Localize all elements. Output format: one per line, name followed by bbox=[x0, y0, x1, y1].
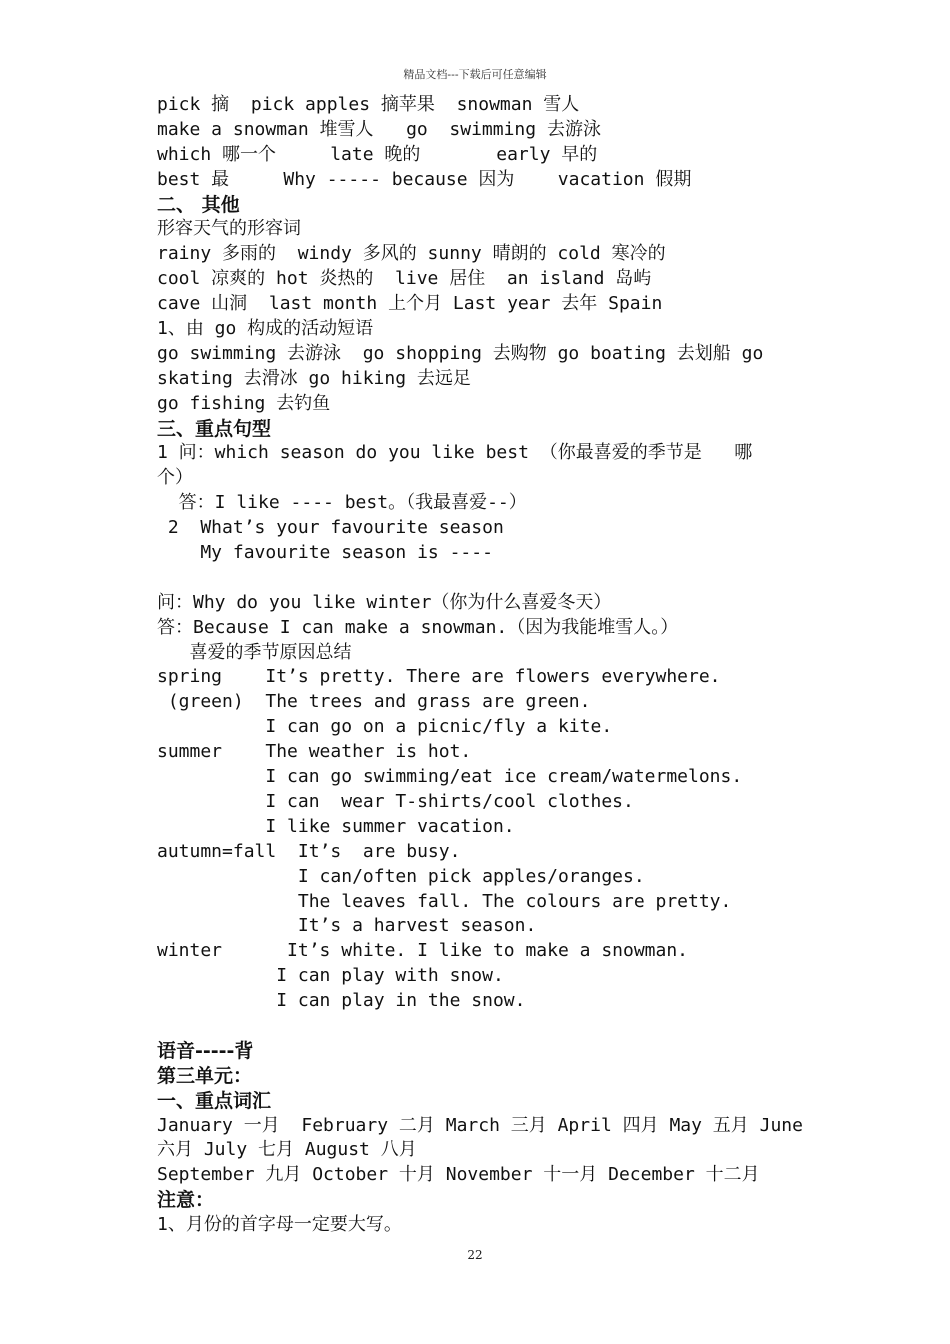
text-line: cool 凉爽的 hot 炎热的 live 居住 an island 岛屿 bbox=[157, 268, 652, 290]
text-line: 2 What’s your favourite season bbox=[157, 517, 504, 539]
document-body bbox=[157, 93, 837, 1238]
section-heading: 注意： bbox=[157, 1189, 215, 1212]
text-line: cave 山洞 last month 上个月 Last year 去年 Spain bbox=[157, 293, 663, 315]
text-line bbox=[157, 566, 837, 591]
text-line: 个） bbox=[157, 467, 193, 489]
text-line: My favourite season is ---- bbox=[157, 542, 493, 564]
text-line: 六月 July 七月 August 八月 bbox=[157, 1139, 417, 1161]
text-line: 喜爱的季节原因总结 bbox=[157, 641, 352, 663]
text-line: make a snowman 堆雪人 go swimming 去游泳 bbox=[157, 118, 601, 140]
text-line: winter It’s white. I like to make a snowman. bbox=[157, 940, 689, 962]
text-line: autumn=fall It’s are busy. bbox=[157, 840, 461, 862]
text-line: It’s a harvest season. bbox=[157, 915, 537, 937]
text-line: I can wear T-shirts/cool clothes. bbox=[157, 790, 634, 812]
text-line: go swimming 去游泳 go shopping 去购物 go boating 去划船 go bbox=[157, 342, 764, 364]
text-line: September 九月 October 十月 November 十一月 December 十二月 bbox=[157, 1164, 760, 1186]
text-line: 形容天气的形容词 bbox=[157, 218, 301, 240]
text-line: I like summer vacation. bbox=[157, 815, 515, 837]
text-line: 1 问：which season do you like best （你最喜爱的季节是 哪 bbox=[157, 442, 753, 464]
text-line: 1、月份的首字母一定要大写。 bbox=[157, 1214, 402, 1236]
text-line: 答：I like ---- best。（我最喜爱--） bbox=[157, 492, 527, 514]
text-line: go fishing 去钓鱼 bbox=[157, 392, 331, 414]
section-heading: 三、重点句型 bbox=[157, 417, 272, 440]
section-heading: 一、重点词汇 bbox=[157, 1089, 272, 1112]
text-line: pick 摘 pick apples 摘苹果 snowman 雪人 bbox=[157, 94, 580, 115]
section-heading: 语音-----背 bbox=[157, 1039, 254, 1062]
text-line: The leaves fall. The colours are pretty. bbox=[157, 890, 732, 912]
text-line: (green) The trees and grass are green. bbox=[157, 691, 591, 713]
text-line: I can go on a picnic/fly a kite. bbox=[157, 716, 613, 738]
section-heading: 第三单元： bbox=[157, 1064, 253, 1087]
text-line: best 最 Why ----- because 因为 vacation 假期 bbox=[157, 168, 692, 190]
text-line: summer The weather is hot. bbox=[157, 741, 472, 763]
text-line: I can go swimming/eat ice cream/watermelons. bbox=[157, 766, 743, 788]
text-line: 问：Why do you like winter（你为什么喜爱冬天） bbox=[157, 591, 612, 613]
section-heading: 二、 其他 bbox=[157, 193, 240, 216]
page-header: 精品文档---下载后可任意编辑 bbox=[403, 68, 547, 81]
page-number: 22 bbox=[467, 1248, 483, 1262]
text-line: I can/often pick apples/oranges. bbox=[157, 865, 645, 887]
text-line: January 一月 February 二月 March 三月 April 四月 May 五月 June bbox=[157, 1114, 803, 1136]
text-line bbox=[157, 1014, 837, 1039]
text-line: I can play in the snow. bbox=[157, 990, 526, 1012]
text-line: 答：Because I can make a snowman.（因为我能堆雪人。） bbox=[157, 616, 679, 638]
text-line: which 哪一个 late 晚的 early 早的 bbox=[157, 143, 598, 165]
text-line: rainy 多雨的 windy 多风的 sunny 晴朗的 cold 寒冷的 bbox=[157, 243, 666, 265]
text-line: I can play with snow. bbox=[157, 965, 504, 987]
text-line: spring It’s pretty. There are flowers everywhere. bbox=[157, 666, 721, 688]
text-line: skating 去滑冰 go hiking 去远足 bbox=[157, 367, 471, 389]
text-line: 1、由 go 构成的活动短语 bbox=[157, 318, 374, 340]
